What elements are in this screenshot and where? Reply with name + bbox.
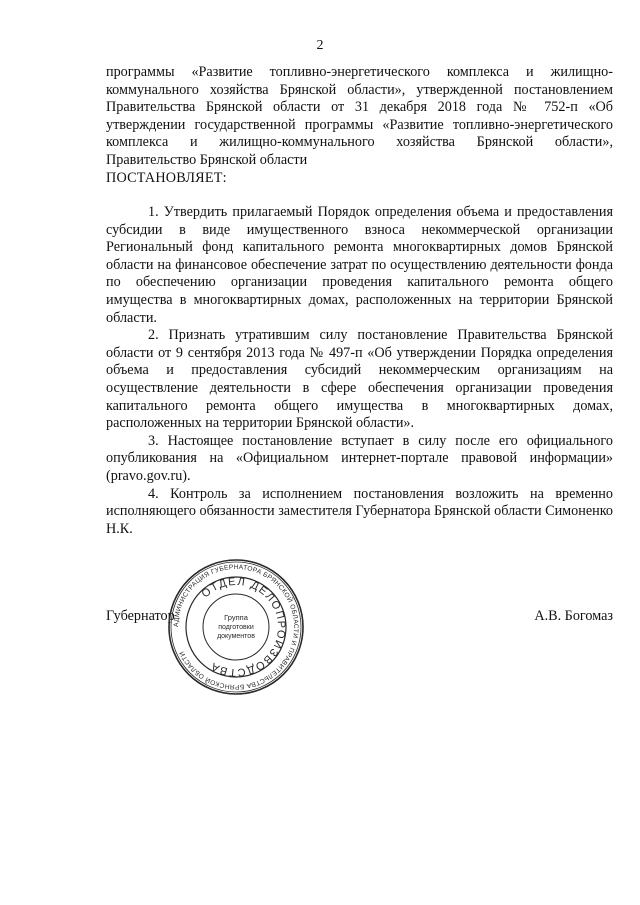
stamp-center-line-3: документов: [217, 633, 255, 640]
item-3: 3. Настоящее постановление вступает в силу после его официального опубликования на «Официальном интернет-портале правовой информации» (pravo.gov.ru).: [106, 432, 613, 484]
stamp-inner-ring-text: ОТДЕЛ ДЕЛОПРОИЗВОДСТВА: [199, 575, 288, 679]
signature-title: Губернатор: [106, 608, 175, 624]
signature-name: А.В. Богомаз: [534, 608, 613, 624]
preamble-paragraph: программы «Развитие топливно-энергетического комплекса и жилищно-коммунального хозяйства Брянской области», утвержденной постановлением Правительства Брянской области от 31 декабря 2018 года № 752-п «Об утверждении государственной программы «Развитие топливно-энергетического комплекса и жилищно-коммунального хозяйства Брянской области», Правительство Брянской области: [106, 64, 613, 168]
official-stamp: [166, 557, 306, 697]
stamp-center-line-1: Группа: [224, 613, 248, 622]
page-number: 2: [316, 38, 324, 53]
stamp-seal-icon: [166, 557, 306, 697]
decree-word: ПОСТАНОВЛЯЕТ:: [106, 169, 227, 186]
stamp-center-line-2: подготовки: [218, 624, 254, 631]
decree-items: [106, 204, 613, 538]
stamp-outer-ring-text: АДМИНИСТРАЦИЯ ГУБЕРНАТОРА БРЯНСКОЙ ОБЛАСТИ И ПРАВИТЕЛЬСТВА БРЯНСКОЙ ОБЛАСТИ: [172, 563, 300, 691]
document-body: [106, 64, 613, 187]
item-2: 2. Признать утратившим силу постановление Правительства Брянской области от 9 сентября 2013 года № 497-п «Об утверждении Порядка определения объема и предоставления субсидий некоммерческим организациям на осуществление деятельности в сфере обеспечения организации проведения капитального ремонта общего имущества в многоквартирных домах, расположенных на территории Брянской области».: [106, 327, 613, 432]
item-4: 4. Контроль за исполнением постановления возложить на временно исполняющего обязанности заместителя Губернатора Брянской области Симоненко Н.К.: [106, 485, 613, 537]
item-1: 1. Утвердить прилагаемый Порядок определения объема и предоставления субсидии в виде имущественного взноса некоммерческой организации Региональный фонд капитального ремонта многоквартирных домов Брянской области на финансовое обеспечение затрат по осуществлению деятельности фонда по обеспечению организации проведения капитального ремонта общего имущества в многоквартирных домах, расположенных на территории Брянской области.: [106, 204, 613, 326]
